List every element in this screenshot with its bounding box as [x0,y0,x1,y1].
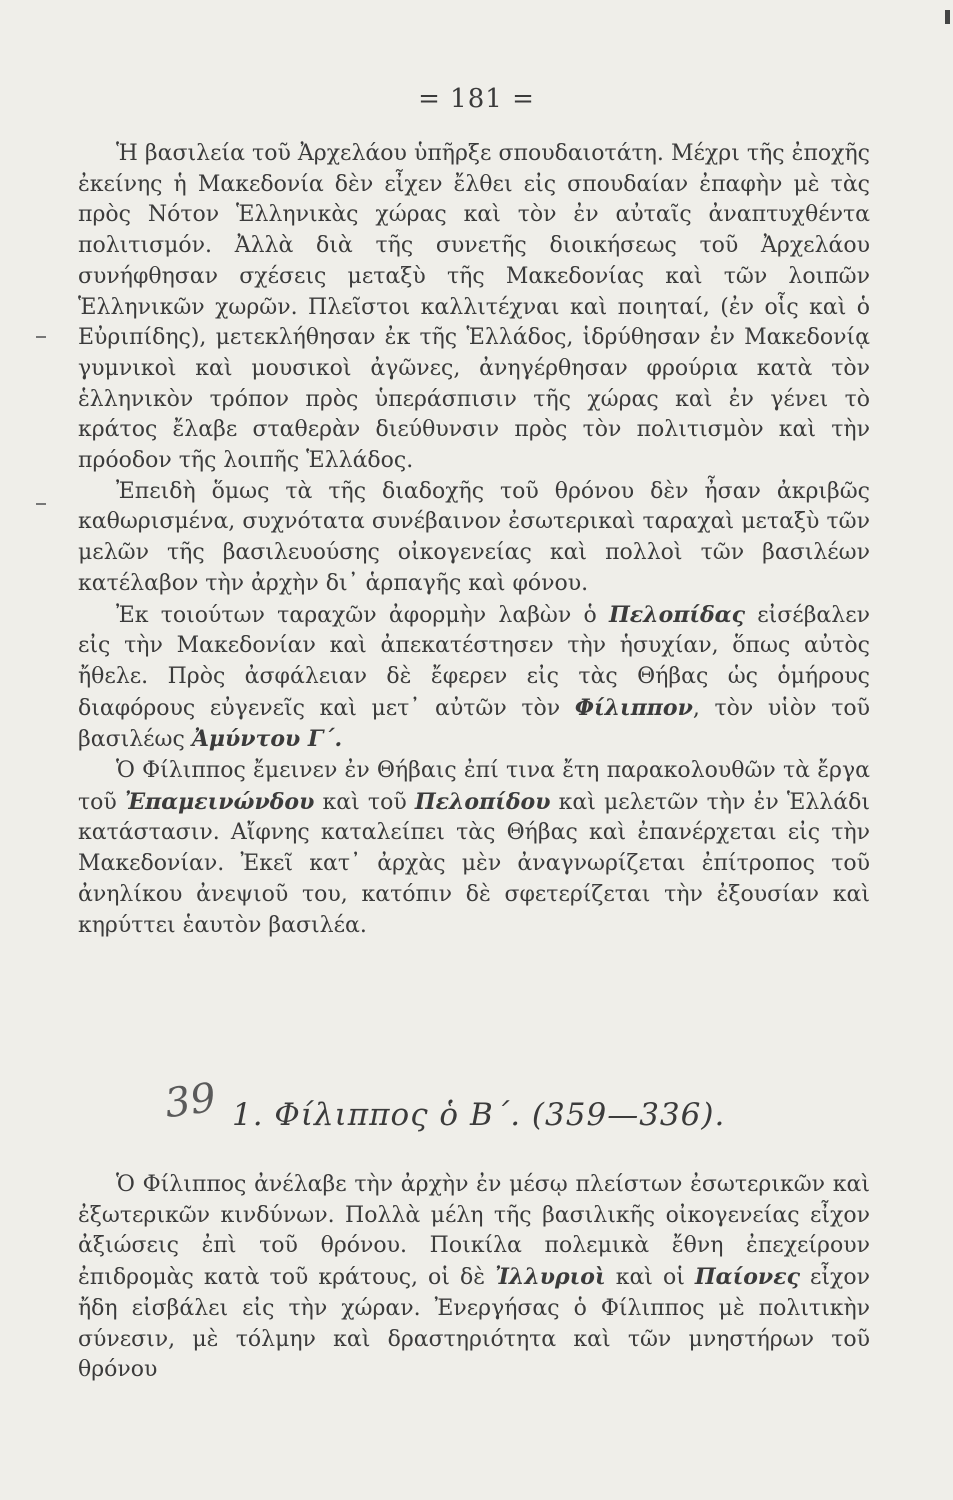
emphasized-name: Ἀμύντου Γ΄. [191,726,343,753]
paragraph-text: Ὁ Φίλιππος ἀνέλαβε τὴν ἀρχὴν ἐν μέσῳ πλείστων ἐσωτερικῶν καὶ ἐξωτερικῶν κινδύνων. Πολλὰ μέλη τῆς βασιλικῆς οἰκογενείας εἶχον ἀξιώσεις ἐπὶ τοῦ θρόνου. Ποικίλα πολεμικὰ ἔθνη ἐπεχείρουν ἐπιδρομὰς κατὰ τοῦ κράτους, οἱ δὲ [78,1172,870,1291]
paragraph-text: , τὸν υἱὸν τοῦ βασιλέως [78,695,870,753]
emphasized-name: Ἰλλυριοὶ [495,1264,606,1291]
margin-mark [36,503,46,505]
paragraph-text: Ἐπειδὴ ὅμως τὰ τῆς διαδοχῆς τοῦ θρόνου δὲν ἦσαν ἀκριβῶς καθωρισμένα, συχνότατα συνέβαινον ἐσωτερικαὶ ταραχαὶ μεταξὺ τῶν μελῶν τῆς βασιλευούσης οἰκογενείας καὶ πολλοὶ τῶν βασιλέων κατέλαβον τὴν ἀρχὴν δι᾽ ἁρπαγῆς καὶ φόνου. [78,478,870,596]
body-text-top [78,139,870,941]
paragraph-text: εἶχον ἤδη εἰσβάλει εἰς τὴν χώραν. Ἐνεργήσας ὁ Φίλιππος μὲ πολιτικὴν σύνεσιν, μὲ τόλμην καὶ δραστηριότητα καὶ τῶν μνηστήρων τοῦ θρόνου [78,1265,870,1383]
paragraph [78,756,870,941]
margin-mark [36,336,46,338]
paragraph-text: καὶ μελετῶν τὴν ἐν Ἑλλάδι κατάστασιν. Αἴφνης καταλείπει τὰς Θήβας καὶ ἐπανέρχεται εἰς τὴν Μακεδονίαν. Ἐκεῖ κατ᾽ ἀρχὰς μὲν ἀναγνωρίζεται ἐπίτροπος τοῦ ἀνηλίκου ἀνεψιοῦ του, κατόπιν δὲ σφετερίζεται τὴν ἐξουσίαν καὶ κηρύττει ἑαυτὸν βασιλέα. [78,789,870,938]
emphasized-name: Πελοπίδου [414,788,551,815]
paragraph [78,477,870,600]
paragraph-text: καὶ οἱ [605,1265,695,1291]
paragraph-text: εἰσέβαλεν εἰς τὴν Μακεδονίαν καὶ ἀπεκατέστησεν τὴν ἡσυχίαν, ὅπως αὐτὸς ἤθελε. Πρὸς ἀσφάλειαν δὲ ἔφερεν εἰς τὰς Θήβας ὡς ὁμήρους διαφόρους εὐγενεῖς καὶ μετ᾽ αὐτῶν τὸν [78,602,870,721]
emphasized-name: Φίλιππον [574,694,693,721]
section-heading: 1. Φίλιππος ὁ Β΄. (359—336). [232,1097,726,1133]
paragraph-text: καὶ τοῦ [314,789,415,815]
margin-mark [945,10,950,24]
emphasized-name: Ἐπαμεινώνδου [124,788,315,815]
emphasized-name: Παίονες [694,1264,800,1291]
paragraph-text: Ὁ Φίλιππος ἔμεινεν ἐν Θήβαις ἐπί τινα ἔτη παρακολουθῶν τὰ ἔργα τοῦ [78,758,870,815]
body-text-bottom [78,1170,870,1386]
paragraph-text: Ἡ βασιλεία τοῦ Ἀρχελάου ὑπῆρξε σπουδαιοτάτη. Μέχρι τῆς ἐποχῆς ἐκείνης ἡ Μακεδονία δὲν εἶχεν ἔλθει εἰς σπουδαίαν ἐπαφὴν μὲ τὰς πρὸς Νότον Ἑλληνικὰς χώρας καὶ τὸν ἐν αὐταῖς ἀναπτυχθέντα πολιτισμόν. Ἀλλὰ διὰ τῆς συνετῆς διοικήσεως τοῦ Ἀρχελάου συνήφθησαν σχέσεις μεταξὺ τῆς Μακεδονίας καὶ τῶν λοιπῶν Ἑλληνικῶν χωρῶν. Πλεῖστοι καλλιτέχναι καὶ ποιηταί, (ἐν οἷς καὶ ὁ Εὐριπίδης), μετεκλήθησαν ἐκ τῆς Ἑλλάδος, ἱδρύθησαν ἐν Μακεδονίᾳ γυμνικοὶ καὶ μουσικοὶ ἀγῶνες, ἀνηγέρθησαν φρούρια κατὰ τὸν ἑλληνικὸν τρόπον πρὸς ὑπεράσπισιν τῆς χώρας καὶ ἐν γένει τὸ κράτος ἔλαβε σταθερὰν διεύθυνσιν πρὸς τὸν πολιτισμὸν καὶ τὴν πρόοδον τῆς λοιπῆς Ἑλλάδος. [78,141,870,474]
paragraph [78,600,870,757]
paragraph [78,139,870,477]
handwritten-annotation: 39 [162,1074,219,1128]
page-number: = 181 = [418,84,535,114]
paragraph-text: Ἐκ τοιούτων ταραχῶν ἀφορμὴν λαβὼν ὁ [116,602,609,628]
paragraph [78,1170,870,1386]
emphasized-name: Πελοπίδας [609,601,746,628]
